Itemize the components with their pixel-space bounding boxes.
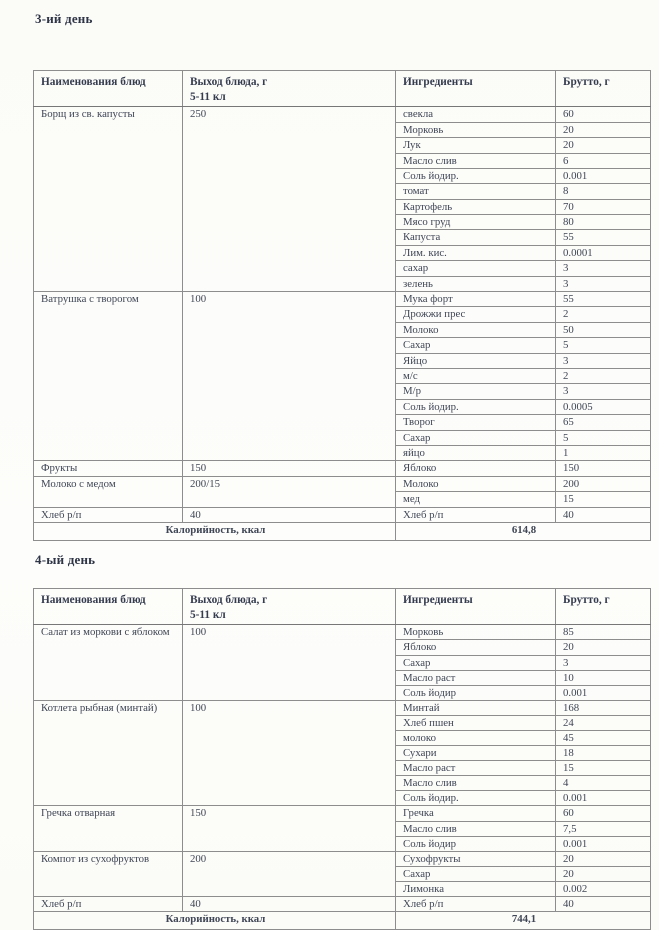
- ingredient-brutto-cell: 20: [556, 640, 651, 655]
- column-header-label: Ингредиенты: [403, 76, 473, 88]
- ingredient-brutto-cell: 3: [556, 655, 651, 670]
- ingredient-name-cell: мед: [396, 492, 556, 507]
- ingredient-brutto-cell: 6: [556, 153, 651, 168]
- column-header-label: Выход блюда, г: [190, 76, 268, 88]
- ingredient-name-cell: Сахар: [396, 338, 556, 353]
- ingredient-name-cell: Минтай: [396, 700, 556, 715]
- column-header-label: Брутто, г: [563, 76, 610, 88]
- dish-output-cell: 250: [183, 107, 396, 292]
- ingredient-brutto-cell: 80: [556, 215, 651, 230]
- ingredient-brutto-cell: 24: [556, 715, 651, 730]
- column-header-2: [183, 589, 396, 625]
- ingredient-row: [34, 700, 651, 715]
- ingredient-brutto-cell: 45: [556, 731, 651, 746]
- ingredient-name-cell: Масло раст: [396, 761, 556, 776]
- ingredient-name-cell: Сахар: [396, 655, 556, 670]
- ingredient-name-cell: Хлеб р/п: [396, 897, 556, 912]
- column-header-3: [396, 71, 556, 107]
- ingredient-brutto-cell: 2: [556, 307, 651, 322]
- calories-label-cell: Калорийность, ккал: [34, 912, 396, 930]
- ingredient-name-cell: Соль йодир: [396, 836, 556, 851]
- dish-name-cell: Котлета рыбная (минтай): [34, 700, 183, 806]
- column-header-1: [34, 589, 183, 625]
- ingredient-name-cell: Лук: [396, 138, 556, 153]
- calories-row: [34, 522, 651, 540]
- dish-name-cell: Гречка отварная: [34, 806, 183, 851]
- ingredient-name-cell: Яблоко: [396, 461, 556, 476]
- ingredient-brutto-cell: 0.001: [556, 791, 651, 806]
- ingredient-name-cell: М/р: [396, 384, 556, 399]
- ingredient-brutto-cell: 0.001: [556, 168, 651, 183]
- ingredient-brutto-cell: 0.002: [556, 881, 651, 896]
- dish-output-cell: 150: [183, 806, 396, 851]
- ingredient-brutto-cell: 0.001: [556, 685, 651, 700]
- dish-name-cell: Молоко с медом: [34, 476, 183, 507]
- ingredient-name-cell: Молоко: [396, 322, 556, 337]
- ingredient-name-cell: Гречка: [396, 806, 556, 821]
- ingredient-name-cell: Масло слив: [396, 821, 556, 836]
- column-header-3: [396, 589, 556, 625]
- ingredient-name-cell: Соль йодир: [396, 685, 556, 700]
- ingredient-brutto-cell: 0.0001: [556, 245, 651, 260]
- day4-menu-table-container: [33, 588, 651, 930]
- ingredient-brutto-cell: 70: [556, 199, 651, 214]
- dish-output-cell: 200/15: [183, 476, 396, 507]
- calories-value-cell: 744,1: [396, 912, 651, 930]
- ingredient-name-cell: Соль йодир.: [396, 791, 556, 806]
- ingredient-brutto-cell: 20: [556, 122, 651, 137]
- ingredient-brutto-cell: 7,5: [556, 821, 651, 836]
- ingredient-name-cell: томат: [396, 184, 556, 199]
- day3-heading: 3-ий день: [35, 11, 93, 26]
- ingredient-name-cell: Сахар: [396, 866, 556, 881]
- dish-output-cell: 200: [183, 851, 396, 896]
- ingredient-name-cell: сахар: [396, 261, 556, 276]
- ingredient-brutto-cell: 3: [556, 261, 651, 276]
- ingredient-row: [34, 507, 651, 522]
- ingredient-name-cell: Соль йодир.: [396, 399, 556, 414]
- ingredient-brutto-cell: 15: [556, 492, 651, 507]
- dish-output-cell: 100: [183, 700, 396, 806]
- ingredient-name-cell: Лим. кис.: [396, 245, 556, 260]
- dish-output-cell: 100: [183, 292, 396, 461]
- dish-name-cell: Салат из моркови с яблоком: [34, 625, 183, 700]
- column-header-4: [556, 589, 651, 625]
- ingredient-name-cell: Лимонка: [396, 881, 556, 896]
- column-header-sublabel: 5-11 кл: [190, 608, 226, 621]
- ingredient-name-cell: Сухари: [396, 746, 556, 761]
- ingredient-row: [34, 897, 651, 912]
- dish-output-cell: 40: [183, 507, 396, 522]
- menu-table-day3: [33, 70, 651, 541]
- dish-output-cell: 100: [183, 625, 396, 700]
- ingredient-row: [34, 107, 651, 122]
- menu-table-day4: [33, 588, 651, 930]
- ingredient-brutto-cell: 0.0005: [556, 399, 651, 414]
- ingredient-name-cell: Яйцо: [396, 353, 556, 368]
- calories-label-cell: Калорийность, ккал: [34, 522, 396, 540]
- ingredient-name-cell: Картофель: [396, 199, 556, 214]
- ingredient-name-cell: зелень: [396, 276, 556, 291]
- ingredient-brutto-cell: 65: [556, 415, 651, 430]
- dish-output-cell: 40: [183, 897, 396, 912]
- ingredient-name-cell: свекла: [396, 107, 556, 122]
- ingredient-brutto-cell: 10: [556, 670, 651, 685]
- ingredient-name-cell: Морковь: [396, 122, 556, 137]
- ingredient-brutto-cell: 5: [556, 430, 651, 445]
- ingredient-brutto-cell: 18: [556, 746, 651, 761]
- ingredient-brutto-cell: 168: [556, 700, 651, 715]
- ingredient-row: [34, 292, 651, 307]
- ingredient-name-cell: Масло раст: [396, 670, 556, 685]
- ingredient-name-cell: Масло слив: [396, 776, 556, 791]
- ingredient-brutto-cell: 8: [556, 184, 651, 199]
- ingredient-brutto-cell: 85: [556, 625, 651, 640]
- column-header-4: [556, 71, 651, 107]
- calories-value-cell: 614,8: [396, 522, 651, 540]
- column-header-1: [34, 71, 183, 107]
- ingredient-brutto-cell: 60: [556, 806, 651, 821]
- ingredient-brutto-cell: 3: [556, 384, 651, 399]
- ingredient-brutto-cell: 0.001: [556, 836, 651, 851]
- ingredient-name-cell: Яблоко: [396, 640, 556, 655]
- ingredient-row: [34, 476, 651, 491]
- ingredient-name-cell: Сахар: [396, 430, 556, 445]
- ingredient-row: [34, 806, 651, 821]
- ingredient-name-cell: молоко: [396, 731, 556, 746]
- ingredient-brutto-cell: 1: [556, 445, 651, 460]
- ingredient-name-cell: Творог: [396, 415, 556, 430]
- column-header-label: Брутто, г: [563, 594, 610, 606]
- day3-menu-table-container: [33, 70, 651, 541]
- column-header-label: Наименования блюд: [41, 76, 146, 88]
- ingredient-brutto-cell: 200: [556, 476, 651, 491]
- ingredient-brutto-cell: 50: [556, 322, 651, 337]
- column-header-sublabel: 5-11 кл: [190, 90, 226, 103]
- ingredient-name-cell: Сухофрукты: [396, 851, 556, 866]
- ingredient-name-cell: Хлеб р/п: [396, 507, 556, 522]
- ingredient-name-cell: Капуста: [396, 230, 556, 245]
- ingredient-name-cell: Масло слив: [396, 153, 556, 168]
- ingredient-brutto-cell: 20: [556, 851, 651, 866]
- ingredient-name-cell: Хлеб пшен: [396, 715, 556, 730]
- dish-name-cell: Фрукты: [34, 461, 183, 476]
- column-header-label: Выход блюда, г: [190, 594, 268, 606]
- ingredient-name-cell: Соль йодир.: [396, 168, 556, 183]
- ingredient-row: [34, 461, 651, 476]
- ingredient-brutto-cell: 2: [556, 368, 651, 383]
- ingredient-name-cell: Морковь: [396, 625, 556, 640]
- ingredient-brutto-cell: 40: [556, 897, 651, 912]
- ingredient-brutto-cell: 60: [556, 107, 651, 122]
- dish-output-cell: 150: [183, 461, 396, 476]
- column-header-2: [183, 71, 396, 107]
- ingredient-name-cell: яйцо: [396, 445, 556, 460]
- ingredient-brutto-cell: 20: [556, 866, 651, 881]
- ingredient-brutto-cell: 3: [556, 276, 651, 291]
- dish-name-cell: Ватрушка с творогом: [34, 292, 183, 461]
- column-header-label: Наименования блюд: [41, 594, 146, 606]
- ingredient-brutto-cell: 20: [556, 138, 651, 153]
- ingredient-name-cell: Мука форт: [396, 292, 556, 307]
- dish-name-cell: Хлеб р/п: [34, 507, 183, 522]
- day4-heading: 4-ый день: [35, 552, 96, 567]
- column-header-label: Ингредиенты: [403, 594, 473, 606]
- ingredient-name-cell: Дрожжи прес: [396, 307, 556, 322]
- ingredient-name-cell: Молоко: [396, 476, 556, 491]
- ingredient-name-cell: м/с: [396, 368, 556, 383]
- dish-name-cell: Компот из сухофруктов: [34, 851, 183, 896]
- calories-row: [34, 912, 651, 930]
- ingredient-brutto-cell: 55: [556, 230, 651, 245]
- ingredient-brutto-cell: 3: [556, 353, 651, 368]
- dish-name-cell: Хлеб р/п: [34, 897, 183, 912]
- ingredient-brutto-cell: 15: [556, 761, 651, 776]
- ingredient-brutto-cell: 40: [556, 507, 651, 522]
- ingredient-brutto-cell: 55: [556, 292, 651, 307]
- ingredient-brutto-cell: 150: [556, 461, 651, 476]
- ingredient-row: [34, 625, 651, 640]
- ingredient-row: [34, 851, 651, 866]
- ingredient-brutto-cell: 5: [556, 338, 651, 353]
- ingredient-brutto-cell: 4: [556, 776, 651, 791]
- ingredient-name-cell: Мясо груд: [396, 215, 556, 230]
- dish-name-cell: Борщ из св. капусты: [34, 107, 183, 292]
